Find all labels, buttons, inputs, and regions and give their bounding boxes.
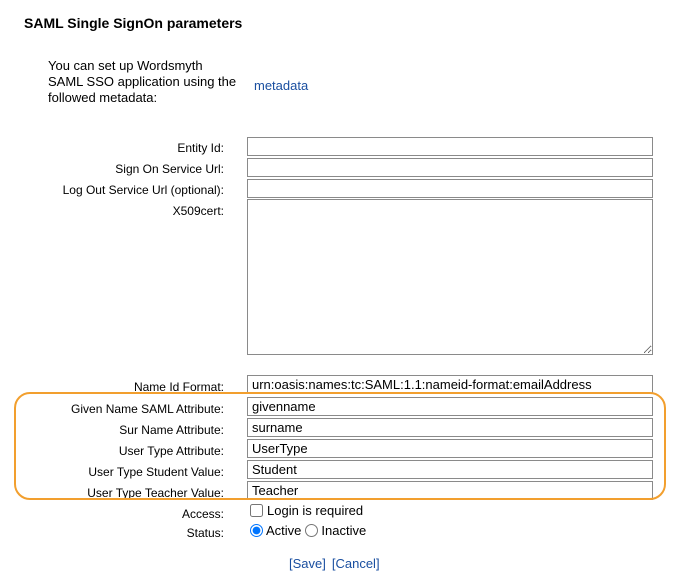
sur-name-input[interactable]: [247, 418, 653, 437]
status-row: [250, 523, 370, 538]
teacher-value-label: User Type Teacher Value:: [87, 486, 224, 500]
name-id-format-label: Name Id Format:: [133, 380, 224, 394]
log-out-url-input[interactable]: [247, 179, 653, 198]
sign-on-url-input[interactable]: [247, 158, 653, 177]
status-inactive-label[interactable]: Inactive: [321, 523, 367, 538]
student-value-label: User Type Student Value:: [88, 465, 224, 479]
cancel-button[interactable]: [Cancel]: [331, 556, 380, 571]
access-row: [250, 503, 363, 518]
name-id-format-input[interactable]: [247, 375, 653, 394]
status-label: Status:: [186, 526, 224, 540]
teacher-value-input[interactable]: [247, 481, 653, 500]
save-button[interactable]: [Save]: [289, 556, 326, 571]
page-title: SAML Single SignOn parameters: [24, 15, 243, 31]
log-out-url-label: Log Out Service Url (optional):: [62, 183, 224, 197]
form-actions: [289, 556, 386, 571]
given-name-label: Given Name SAML Attribute:: [71, 402, 224, 416]
user-type-input[interactable]: [247, 439, 653, 458]
sur-name-label: Sur Name Attribute:: [119, 423, 224, 437]
status-active-radio[interactable]: [250, 524, 263, 537]
metadata-link[interactable]: metadata: [254, 78, 309, 93]
status-active-label[interactable]: Active: [266, 523, 302, 538]
x509cert-label: X509cert:: [172, 204, 224, 218]
x509cert-textarea[interactable]: [247, 199, 653, 355]
status-inactive-radio[interactable]: [305, 524, 318, 537]
entity-id-label: Entity Id:: [177, 141, 224, 155]
student-value-input[interactable]: [247, 460, 653, 479]
entity-id-input[interactable]: [247, 137, 653, 156]
login-required-label[interactable]: Login is required: [267, 503, 364, 518]
login-required-checkbox[interactable]: [250, 504, 263, 517]
given-name-input[interactable]: [247, 397, 653, 416]
access-label: Access:: [181, 507, 224, 521]
user-type-label: User Type Attribute:: [118, 444, 224, 458]
intro-text: You can set up Wordsmyth SAML SSO application using the followed metadata:: [48, 58, 237, 105]
sign-on-url-label: Sign On Service Url:: [115, 162, 224, 176]
